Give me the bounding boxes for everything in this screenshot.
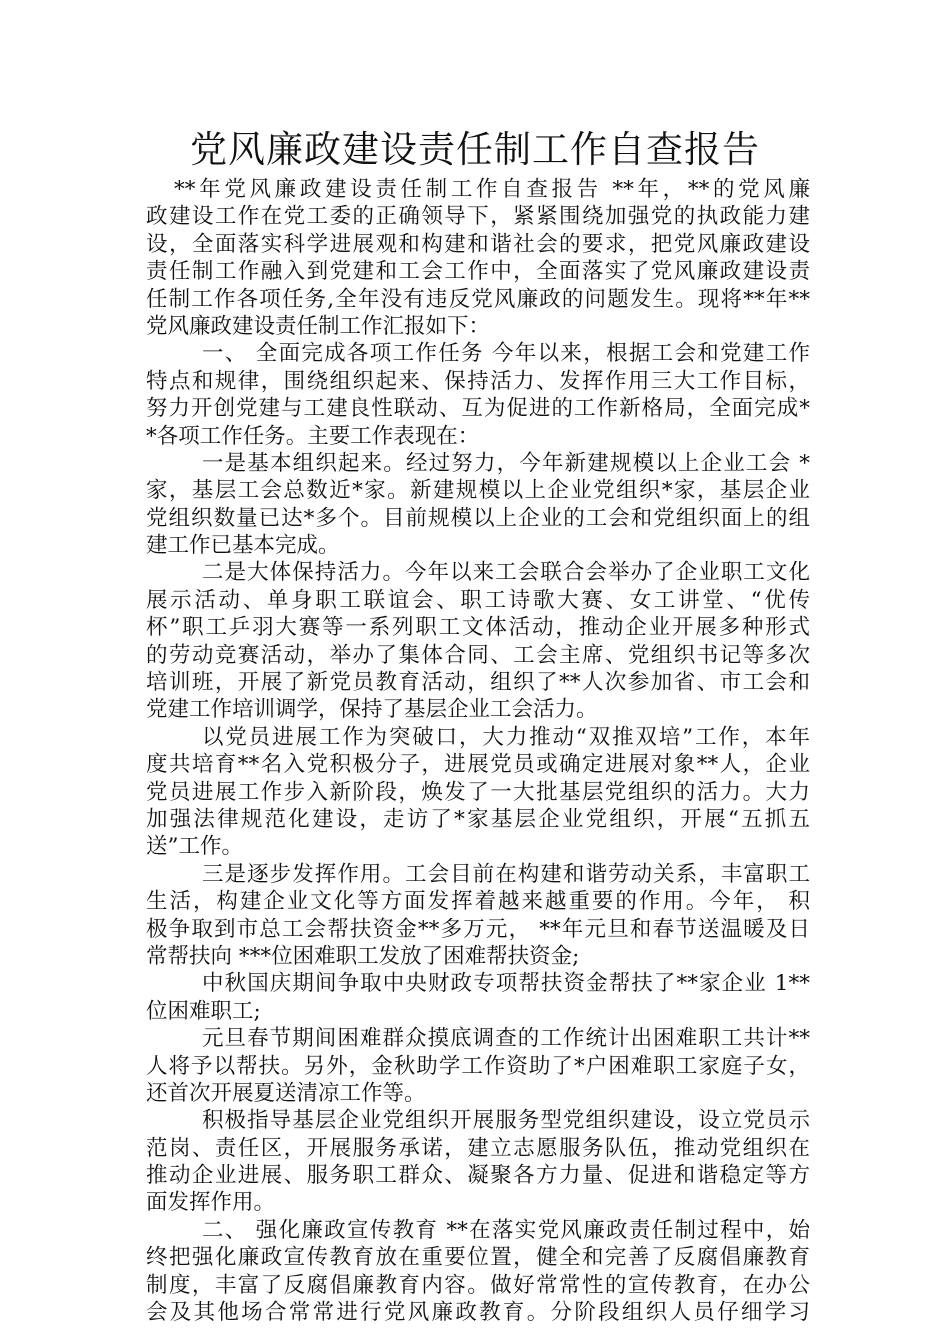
- text-line: 一是基本组织起来。经过努力，今年新建规模以上企业工会 *: [202, 450, 810, 476]
- text-line: 极争取到市总工会帮扶资金**多万元， **年元旦和春节送温暖及日: [146, 916, 810, 942]
- text-line: 以党员进展工作为突破口，大力推动“双推双培”工作，本年: [202, 724, 810, 750]
- text-line: 努力开创党建与工建良性联动、互为促进的工作新格局，全面完成*: [146, 396, 810, 422]
- text-line: 人将予以帮扶。另外，金秋助学工作资助了*户困难职工家庭子女，: [146, 1053, 810, 1079]
- document-body: [146, 176, 810, 1326]
- text-line: 培训班，开展了新党员教育活动，组织了**人次参加省、市工会和: [146, 670, 810, 696]
- text-line: 展示活动、单身职工联谊会、职工诗歌大赛、女工讲堂、“优传: [146, 587, 810, 613]
- text-line: 元旦春节期间困难群众摸底调查的工作统计出困难职工共计**: [202, 1026, 810, 1052]
- text-line: 面发挥作用。: [146, 1190, 276, 1216]
- text-line: 中秋国庆期间争取中央财政专项帮扶资金帮扶了**家企业 1**: [202, 971, 810, 997]
- text-line: 制度，丰富了反腐倡廉教育内容。做好常常性的宣传教育，在办公: [146, 1272, 810, 1298]
- text-line: 三是逐步发挥作用。工会目前在构建和谐劳动关系，丰富职工: [202, 861, 810, 887]
- text-line: 积极指导基层企业党组织开展服务型党组织建设，设立党员示: [202, 1108, 810, 1134]
- text-line: 责任制工作融入到党建和工会工作中，全面落实了党风廉政建设责: [146, 259, 810, 285]
- text-line: 政建设工作在党工委的正确领导下，紧紧围绕加强党的执政能力建: [146, 204, 810, 230]
- section-heading-line: 二、 强化廉政宣传教育 **在落实党风廉政责任制过程中，始: [202, 1217, 810, 1243]
- text-line: 终把强化廉政宣传教育放在重要位置，健全和完善了反腐倡廉教育: [146, 1245, 810, 1271]
- text-line: 任制工作各项任务,全年没有违反党风廉政的问题发生。现将**年**: [146, 286, 810, 312]
- text-line: *各项工作任务。主要工作表现在：: [146, 423, 480, 449]
- text-line: 的劳动竞赛活动，举办了集体合同、工会主席、党组织书记等多次: [146, 642, 810, 668]
- text-line: 位困难职工;: [146, 998, 261, 1024]
- text-line: 设，全面落实科学进展观和构建和谐社会的要求，把党风廉政建设: [146, 231, 810, 257]
- document-title: 党风廉政建设责任制工作自查报告: [190, 128, 760, 171]
- text-line: 党员进展工作步入新阶段，焕发了一大批基层党组织的活力。大力: [146, 779, 810, 805]
- text-line: 推动企业进展、服务职工群众、凝聚各方力量、促进和谐稳定等方: [146, 1163, 810, 1189]
- text-line: 生活，构建企业文化等方面发挥着越来越重要的作用。今年， 积: [146, 889, 810, 915]
- text-line: 家，基层工会总数近*家。新建规模以上企业党组织*家，基层企业: [146, 478, 810, 504]
- text-line: 度共培育**名入党积极分子，进展党员或确定进展对象**人，企业: [146, 752, 810, 778]
- text-line: 会及其他场合常常进行党风廉政教育。分阶段组织人员仔细学习: [146, 1300, 810, 1326]
- text-line: 党建工作培训调学，保持了基层企业工会活力。: [146, 697, 598, 723]
- text-line: 特点和规律，围绕组织起来、保持活力、发挥作用三大工作目标，: [146, 368, 810, 394]
- text-line: **年党风廉政建设责任制工作自查报告 **年，**的党风廉: [174, 177, 810, 202]
- text-line: 二是大体保持活力。今年以来工会联合会举办了企业职工文化: [202, 560, 810, 586]
- text-line: 杯”职工乒羽大赛等一系列职工文体活动，推动企业开展多种形式: [146, 615, 810, 641]
- text-line: 送”工作。: [146, 834, 243, 860]
- text-line: 常帮扶向 ***位困难职工发放了困难帮扶资金;: [146, 943, 580, 969]
- text-line: 党风廉政建设责任制工作汇报如下：: [146, 313, 491, 339]
- text-line: 范岗、责任区，开展服务承诺，建立志愿服务队伍，推动党组织在: [146, 1135, 810, 1161]
- text-line: 建工作已基本完成。: [146, 533, 340, 559]
- text-line: 还首次开展夏送清凉工作等。: [146, 1080, 426, 1106]
- section-heading-line: 一、 全面完成各项工作任务 今年以来，根据工会和党建工作: [202, 341, 810, 367]
- text-line: 党组织数量已达*多个。目前规模以上企业的工会和党组织面上的组: [146, 505, 810, 531]
- text-line: 加强法律规范化建设，走访了*家基层企业党组织，开展“五抓五: [146, 806, 810, 832]
